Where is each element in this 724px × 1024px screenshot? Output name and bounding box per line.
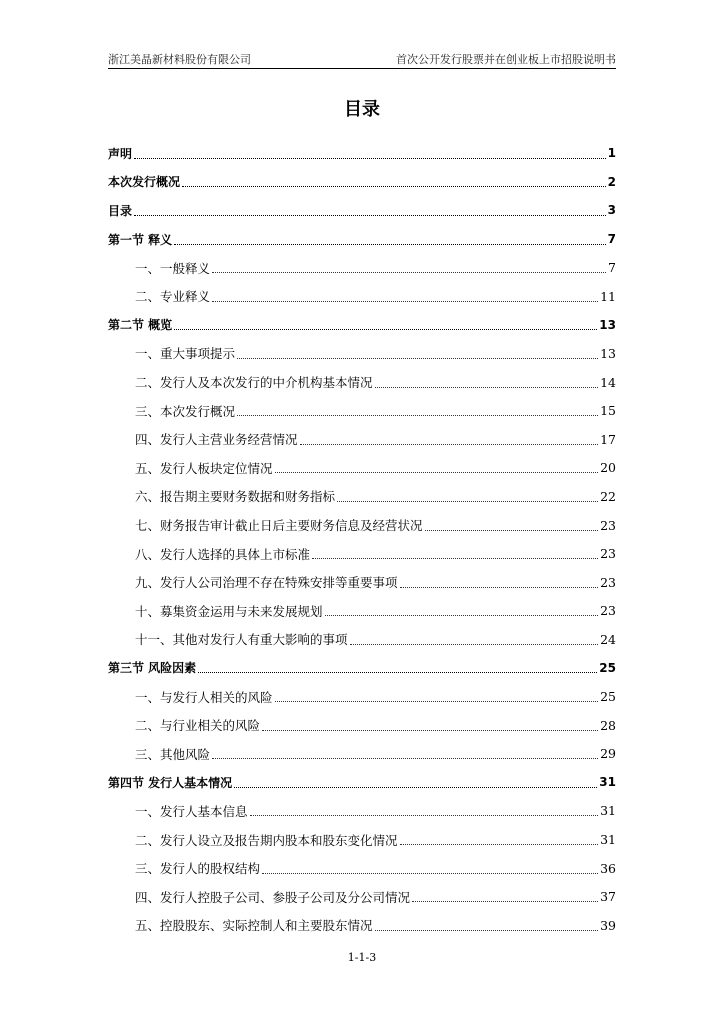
- toc-entry-label: 九、发行人公司治理不存在特殊安排等重要事项: [135, 575, 398, 591]
- toc-entry-page: 31: [600, 803, 616, 819]
- toc-section-entry[interactable]: [108, 311, 616, 340]
- toc-dot-leader: [250, 815, 599, 816]
- toc-entry-label: 二、发行人设立及报告期内股本和股东变化情况: [135, 832, 398, 848]
- toc-entry-label: 第三节 风险因素: [108, 661, 197, 676]
- toc-entry-page: 13: [600, 345, 616, 361]
- toc-entry-label: 第一节 释义: [108, 232, 173, 247]
- toc-dot-leader: [275, 472, 599, 473]
- toc-item-entry[interactable]: [108, 597, 616, 626]
- toc-section-entry[interactable]: [108, 196, 616, 225]
- toc-dot-leader: [134, 158, 606, 159]
- toc-dot-leader: [182, 186, 606, 187]
- toc-entry-page: 39: [600, 917, 616, 933]
- toc-dot-leader: [337, 501, 598, 502]
- toc-entry-label: 十、募集资金运用与未来发展规划: [135, 603, 323, 619]
- toc-entry-page: 23: [600, 574, 616, 590]
- toc-entry-label: 八、发行人选择的具体上市标准: [135, 546, 311, 562]
- toc-entry-label: 二、专业释义: [135, 289, 211, 305]
- toc-item-entry[interactable]: [108, 625, 616, 654]
- header-company: 浙江美晶新材料股份有限公司: [108, 53, 251, 66]
- toc-entry-label: 十一、其他对发行人有重大影响的事项: [135, 632, 348, 648]
- toc-item-entry[interactable]: [108, 739, 616, 768]
- toc-entry-page: 1: [607, 146, 616, 161]
- toc-dot-leader: [400, 587, 599, 588]
- toc-dot-leader: [234, 787, 597, 788]
- toc-dot-leader: [212, 301, 598, 302]
- toc-entry-page: 31: [600, 832, 616, 848]
- toc-item-entry[interactable]: [108, 368, 616, 397]
- toc-dot-leader: [350, 644, 599, 645]
- toc-entry-label: 目录: [108, 203, 133, 218]
- toc-dot-leader: [412, 901, 598, 902]
- toc-entry-label: 五、控股股东、实际控制人和主要股东情况: [135, 918, 373, 934]
- toc-entry-page: 7: [607, 232, 616, 247]
- toc-entry-label: 三、其他风险: [135, 746, 211, 762]
- toc-entry-page: 37: [600, 889, 616, 905]
- toc-dot-leader: [174, 244, 605, 245]
- toc-item-entry[interactable]: [108, 425, 616, 454]
- toc-item-entry[interactable]: [108, 539, 616, 568]
- toc-entry-page: 17: [600, 431, 616, 447]
- toc-entry-page: 25: [600, 689, 616, 705]
- toc-dot-leader: [134, 215, 606, 216]
- toc-entry-page: 11: [600, 288, 616, 304]
- toc-dot-leader: [375, 930, 599, 931]
- toc-entry-page: 36: [600, 860, 616, 876]
- toc-item-entry[interactable]: [108, 711, 616, 740]
- toc-entry-page: 24: [600, 631, 616, 647]
- toc-item-entry[interactable]: [108, 339, 616, 368]
- toc-section-entry[interactable]: [108, 654, 616, 683]
- toc-entry-page: 14: [600, 374, 616, 390]
- toc-item-entry[interactable]: [108, 682, 616, 711]
- toc-dot-leader: [425, 530, 599, 531]
- toc-dot-leader: [174, 329, 597, 330]
- toc-item-entry[interactable]: [108, 454, 616, 483]
- toc-item-entry[interactable]: [108, 882, 616, 911]
- toc-entry-page: 25: [599, 660, 616, 675]
- toc-entry-label: 一、发行人基本信息: [135, 803, 248, 819]
- toc-item-entry[interactable]: [108, 396, 616, 425]
- toc-dot-leader: [262, 873, 598, 874]
- toc-entry-label: 二、发行人及本次发行的中介机构基本情况: [135, 375, 373, 391]
- toc-item-entry[interactable]: [108, 854, 616, 883]
- toc-dot-leader: [237, 415, 598, 416]
- toc-entry-page: 31: [599, 775, 616, 790]
- toc-item-entry[interactable]: [108, 282, 616, 311]
- toc-entry-label: 七、财务报告审计截止日后主要财务信息及经营状况: [135, 518, 423, 534]
- toc-entry-page: 23: [600, 517, 616, 533]
- toc-entry-label: 五、发行人板块定位情况: [135, 460, 273, 476]
- toc-dot-leader: [275, 701, 599, 702]
- toc-entry-label: 第四节 发行人基本情况: [108, 775, 233, 790]
- toc-entry-label: 一、一般释义: [135, 260, 211, 276]
- toc-dot-leader: [198, 672, 597, 673]
- toc-entry-page: 28: [600, 717, 616, 733]
- toc-item-entry[interactable]: [108, 825, 616, 854]
- toc-dot-leader: [212, 758, 598, 759]
- toc-section-entry[interactable]: [108, 139, 616, 168]
- toc-dot-leader: [262, 730, 598, 731]
- toc-dot-leader: [212, 272, 606, 273]
- toc-entry-page: 20: [600, 460, 616, 476]
- toc-entry-label: 二、与行业相关的风险: [135, 718, 261, 734]
- toc-dot-leader: [312, 558, 598, 559]
- page-number: 1-1-3: [347, 951, 377, 964]
- toc-item-entry[interactable]: [108, 568, 616, 597]
- toc-item-entry[interactable]: [108, 797, 616, 826]
- toc-item-entry[interactable]: [108, 482, 616, 511]
- toc-entry-page: 23: [600, 603, 616, 619]
- toc-dot-leader: [237, 358, 598, 359]
- toc-dot-leader: [400, 844, 599, 845]
- toc-section-entry[interactable]: [108, 168, 616, 197]
- table-of-contents: [108, 139, 616, 940]
- toc-item-entry[interactable]: [108, 253, 616, 282]
- toc-item-entry[interactable]: [108, 511, 616, 540]
- toc-item-entry[interactable]: [108, 911, 616, 940]
- header-doc-title: 首次公开发行股票并在创业板上市招股说明书: [396, 53, 616, 66]
- toc-entry-label: 本次发行概况: [108, 175, 181, 190]
- toc-dot-leader: [325, 615, 599, 616]
- toc-entry-page: 7: [608, 260, 616, 276]
- toc-entry-page: 29: [600, 746, 616, 762]
- toc-entry-page: 13: [599, 317, 616, 332]
- toc-entry-label: 第二节 概览: [108, 318, 173, 333]
- header-rule: [108, 68, 616, 69]
- toc-entry-label: 声明: [108, 146, 133, 161]
- toc-entry-label: 四、发行人控股子公司、参股子公司及分公司情况: [135, 889, 411, 905]
- toc-entry-label: 三、发行人的股权结构: [135, 861, 261, 877]
- toc-dot-leader: [375, 387, 599, 388]
- toc-entry-page: 22: [600, 488, 616, 504]
- toc-entry-label: 一、与发行人相关的风险: [135, 689, 273, 705]
- page-title: 目录: [344, 99, 380, 120]
- toc-entry-page: 15: [600, 403, 616, 419]
- toc-section-entry[interactable]: [108, 225, 616, 254]
- page-header: [108, 50, 616, 68]
- toc-entry-label: 一、重大事项提示: [135, 346, 236, 362]
- toc-entry-label: 四、发行人主营业务经营情况: [135, 432, 298, 448]
- toc-section-entry[interactable]: [108, 768, 616, 797]
- toc-dot-leader: [300, 444, 599, 445]
- toc-entry-label: 三、本次发行概况: [135, 403, 236, 419]
- toc-entry-page: 2: [607, 174, 616, 189]
- toc-entry-page: 3: [607, 203, 616, 218]
- toc-entry-page: 23: [600, 546, 616, 562]
- toc-entry-label: 六、报告期主要财务数据和财务指标: [135, 489, 336, 505]
